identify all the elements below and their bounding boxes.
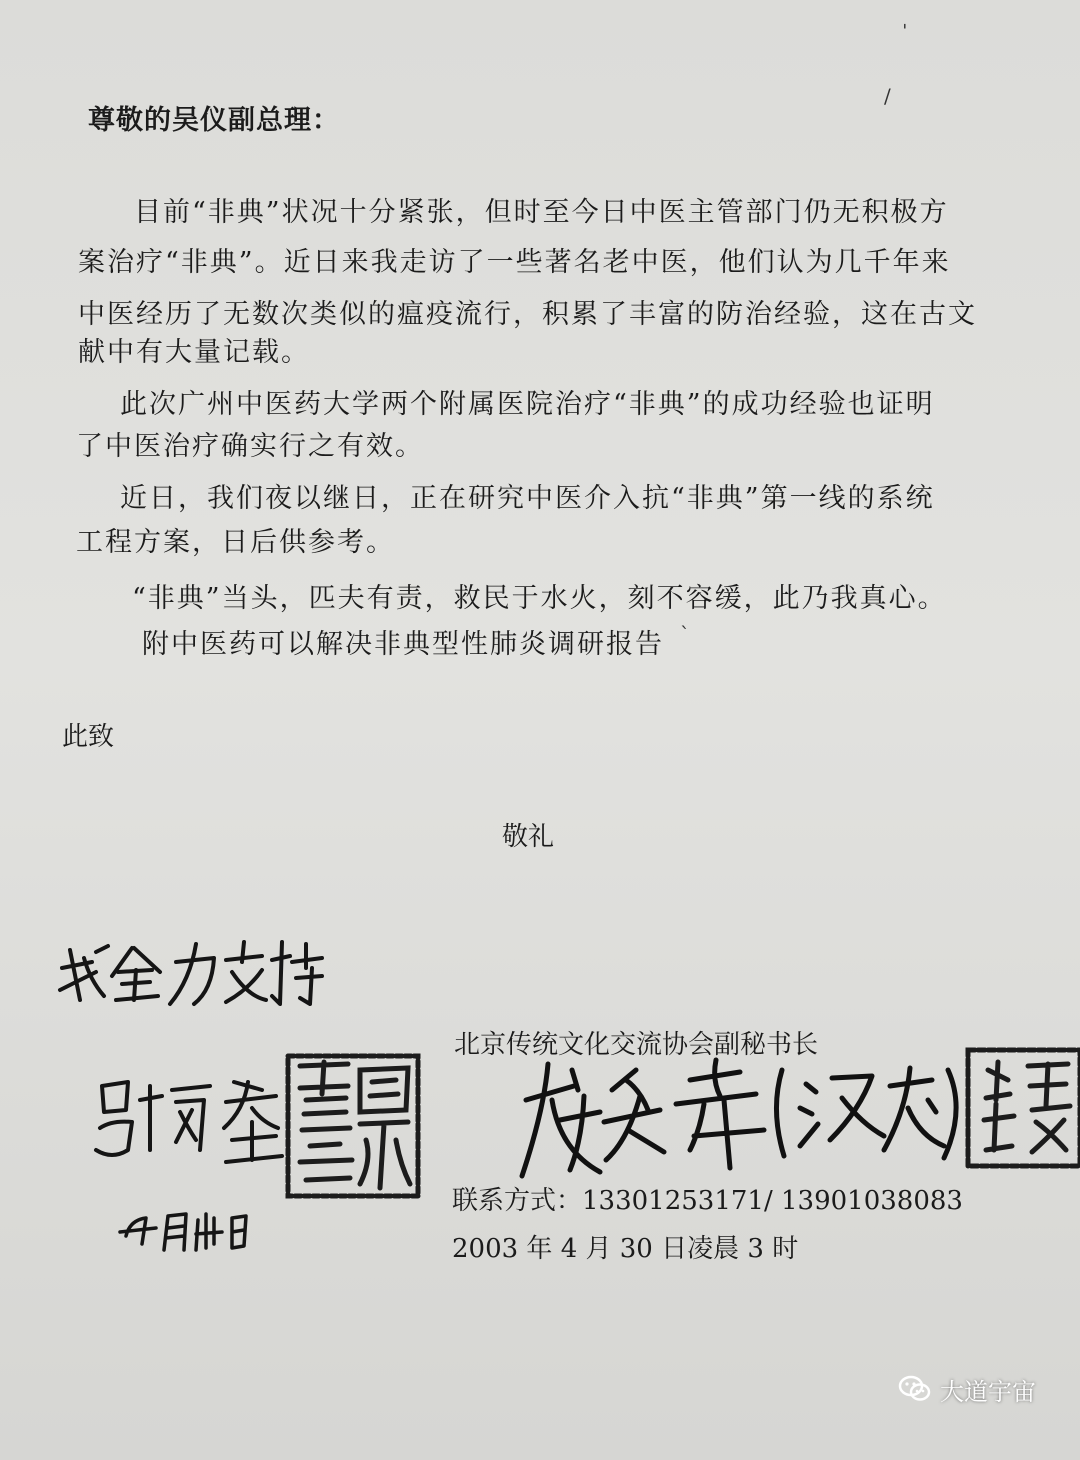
signature-lu-bingkui [96,1082,282,1162]
body-line: 了中医治疗确实行之有效。 [76,431,424,462]
body-line: 中医经历了无数次类似的瘟疫流行，积累了丰富的防治经验，这在古文 [78,299,977,330]
watermark-text: 大道宇宙 [940,1377,1036,1406]
body-line: 工程方案，日后供参考。 [76,527,395,558]
closing-jingli: 敬礼 [502,822,555,852]
closing-cizhi: 此致 [62,722,115,752]
affiliation: 北京传统文化交流协会副秘书长 [454,1030,819,1060]
watermark [898,1372,1036,1406]
body-line: “非典”当头，匹夫有责，救民于水火，刻不容缓，此乃我真心。 [132,583,947,614]
handwritten-note [60,942,322,1004]
salutation: 尊敬的吴仪副总理： [88,105,340,136]
body-line: 近日，我们夜以继日，正在研究中医介入抗“非典”第一线的系统 [120,483,935,514]
handwritten-date [120,1214,246,1250]
body-line: 献中有大量记载。 [78,337,310,368]
attachment-line: 附中医药可以解决非典型性肺炎调研报告 [142,629,664,660]
signature-shi-anhua [522,1060,956,1176]
seal-shi-anhua [968,1050,1080,1166]
seal-lu-bingkui [288,1056,418,1196]
contact-info: 联系方式：13301253171/ 13901038083 [452,1186,963,1216]
paper-mark: ˋ [680,622,690,646]
body-line: 案治疗“非典”。近日来我走访了一些著名老中医，他们认为几千年来 [78,247,951,278]
paper-mark: ˈ [902,20,908,44]
body-line: 此次广州中医药大学两个附属医院治疗“非典”的成功经验也证明 [120,389,935,420]
paper-mark: / [884,84,891,108]
body-line: 目前“非典”状况十分紧张，但时至今日中医主管部门仍无积极方 [134,197,949,228]
letter-date: 2003 年 4 月 30 日凌晨 3 时 [452,1234,799,1264]
wechat-icon [898,1374,932,1404]
